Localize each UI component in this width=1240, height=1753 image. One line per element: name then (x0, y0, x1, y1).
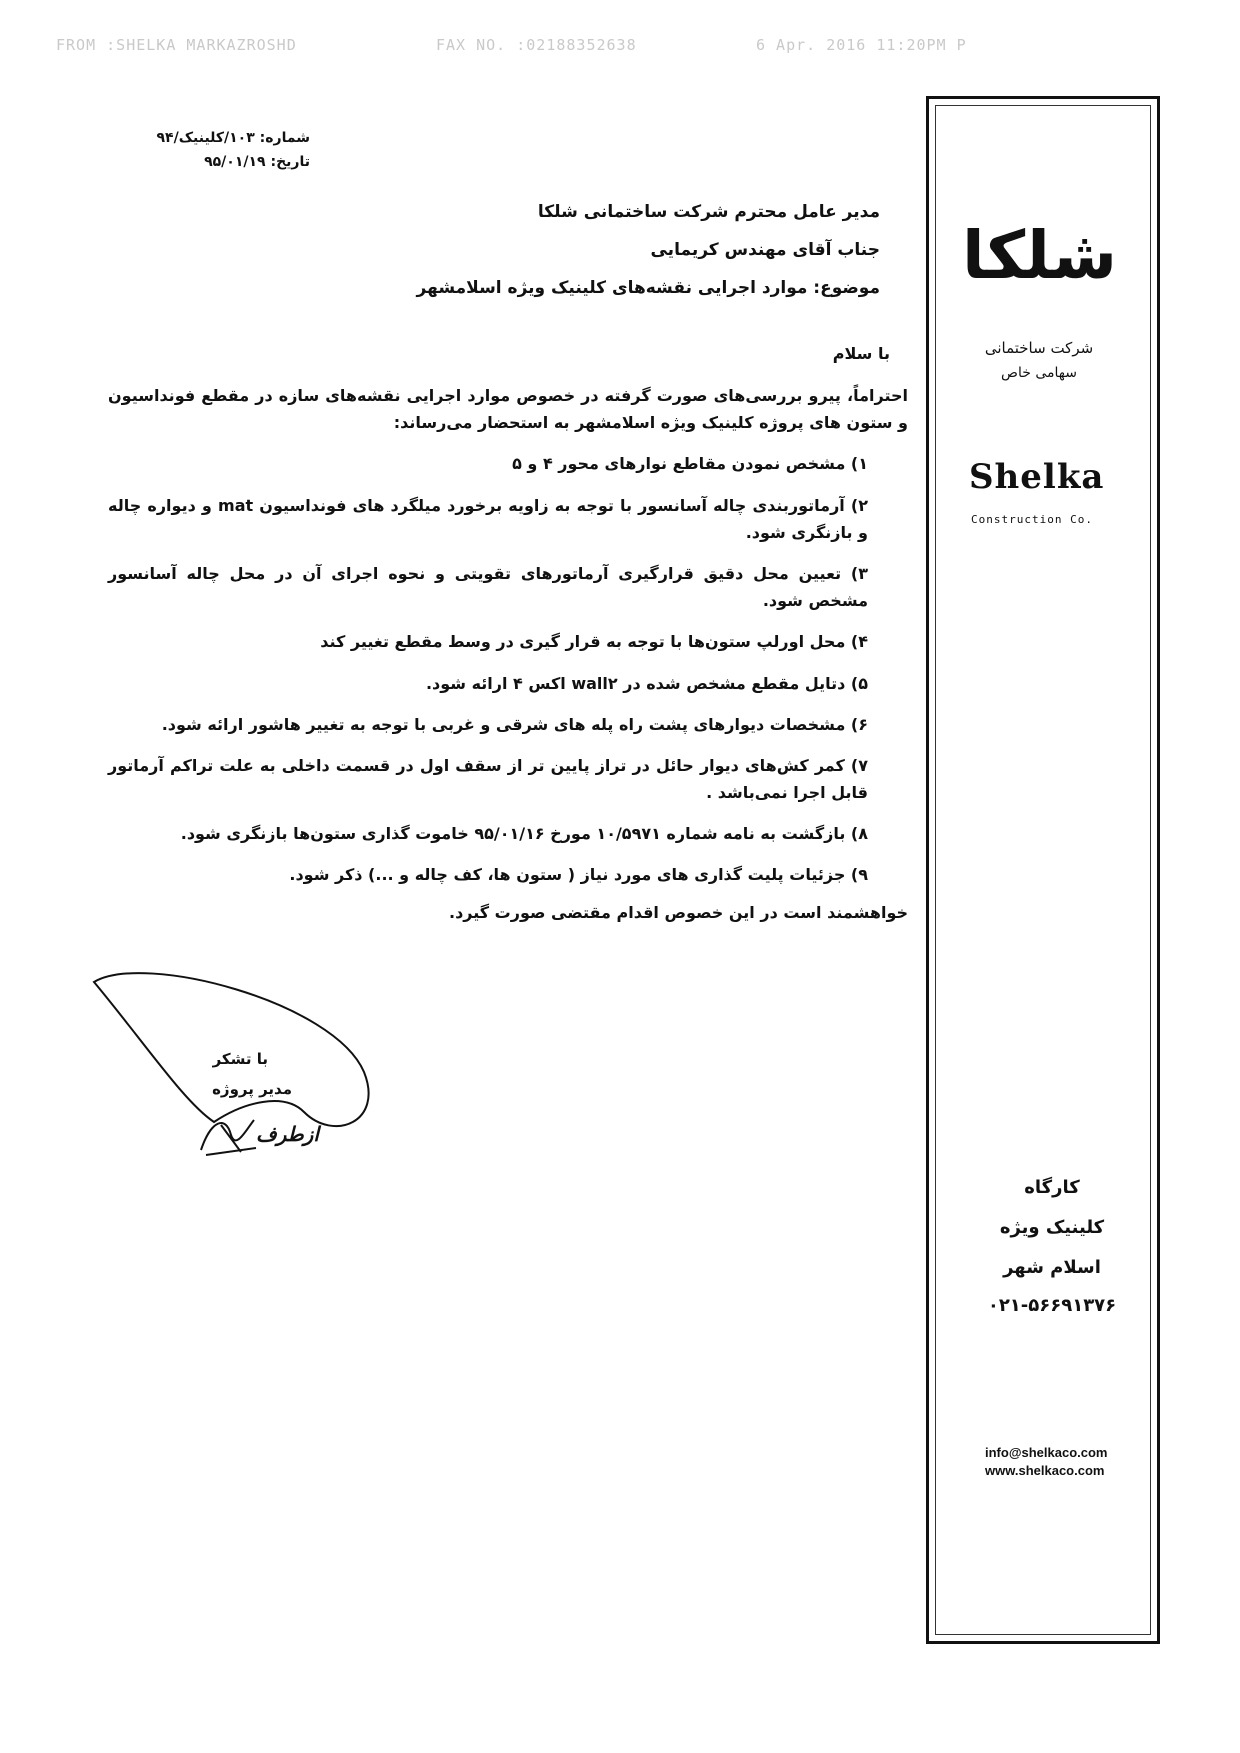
stamp-line: اسلام شهر (1003, 1257, 1101, 1278)
stamp-line: کلینیک ویژه (999, 1217, 1105, 1238)
list-item: ۹) جزئیات پلیت گذاری های مورد نیاز ( ستون ها، کف چاله و ...) ذکر شود. (289, 865, 868, 885)
signatory-title: مدیر پروژه (212, 1080, 292, 1098)
intro-paragraph: احتراماً، پیرو بررسی‌های صورت گرفته در خصوص موارد اجرایی نقشه‌های سازه در مقطع فونداسیون و ستون های پروژه کلینیک ویژه اسلامشهر به استحضار می‌رساند: (108, 386, 908, 433)
items-list (108, 450, 908, 888)
fax-sender: FROM :SHELKA MARKAZROSHD (56, 36, 297, 54)
website-link[interactable]: www.shelkaco.com (985, 1463, 1105, 1478)
letter-number: شماره: ۱۰۳/کلینیک/۹۴ (156, 130, 310, 146)
email-link[interactable]: info@shelkaco.com (985, 1445, 1108, 1460)
letterhead-sidebar (926, 96, 1160, 1644)
company-type-sub: سهامی خاص (1001, 365, 1077, 381)
list-item: ۳) تعیین محل دقیق قرارگیری آرماتورهای تقویتی و نحوه اجرای آن در محل چاله آسانسور مشخص شود. (108, 563, 868, 611)
letter-body (108, 382, 908, 926)
list-item: ۵) دتایل مقطع مشخص شده در wall۲ اکس ۴ ارائه شود. (425, 673, 868, 693)
stamp-phone: ۰۲۱-۵۶۶۹۱۳۷۶ (987, 1295, 1117, 1316)
list-item: ۴) محل اورلپ ستون‌ها با توجه به قرار گیری در وسط مقطع تغییر کند (320, 632, 868, 652)
fax-date: 6 Apr. 2016 11:20PM P (756, 36, 967, 54)
list-item: ۱) مشخص نمودن مقاطع نوارهای محور ۴ و ۵ (512, 454, 868, 474)
list-item: ۷) کمر کش‌های دیوار حائل در تراز پایین تر از سقف اول در قسمت داخلی به علت تراکم آرماتور قابل اجرا نمی‌باشد . (108, 755, 868, 803)
addressee: مدیر عامل محترم شرکت ساختمانی شلکا (537, 202, 880, 222)
logo-persian: شلکا (961, 217, 1117, 294)
signature-scribble-icon (196, 1110, 266, 1160)
company-type: شرکت ساختمانی (984, 339, 1094, 357)
logo-english: Shelka (969, 457, 1105, 497)
stamp-line: کارگاه (1024, 1177, 1080, 1198)
letter-date: تاریخ: ۹۵/۰۱/۱۹ (204, 154, 310, 170)
logo-english-sub: Construction Co. (971, 513, 1093, 526)
list-item: ۲) آرماتوربندی چاله آسانسور با توجه به زاویه برخورد میلگرد های فونداسیون mat و دیواره چاله و بازنگری شود. (108, 495, 868, 542)
closing-line: خواهشمند است در این خصوص اقدام مقتضی صورت گیرد. (449, 902, 908, 922)
attention-line: جناب آقای مهندس کریمایی (650, 240, 880, 260)
list-item: ۶) مشخصات دیوارهای پشت راه پله های شرقی و غربی با توجه به تغییر هاشور ارائه شود. (161, 714, 868, 734)
fax-number: FAX NO. :02188352638 (436, 36, 637, 54)
subject-line: موضوع: موارد اجرایی نقشه‌های کلینیک ویژه اسلامشهر (416, 278, 880, 298)
thanks-text: با تشکر (212, 1050, 268, 1068)
list-item: ۸) بازگشت به نامه شماره ۱۰/۵۹۷۱ مورخ ۹۵/۰۱/۱۶ خاموت گذاری ستون‌ها بازنگری شود. (180, 824, 868, 844)
greeting: با سلام (832, 344, 890, 363)
handwritten-note: ازطرف (256, 1122, 319, 1146)
